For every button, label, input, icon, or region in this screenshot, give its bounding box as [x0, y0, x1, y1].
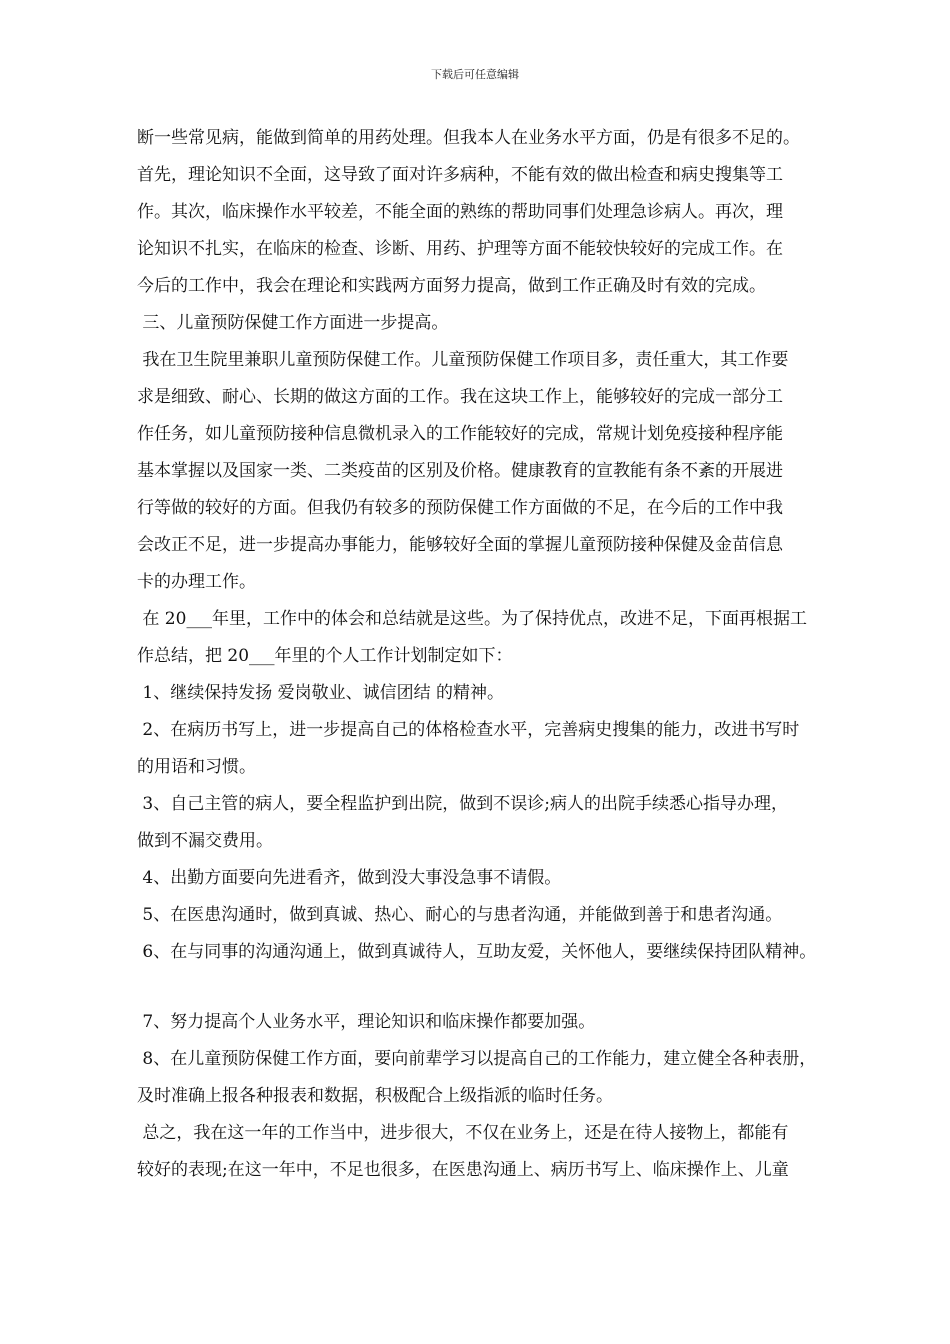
text-line: 卡的办理工作。 — [137, 572, 256, 592]
blank-line — [137, 971, 897, 1004]
text-line: 今后的工作中，我会在理论和实践两方面努力提高，做到工作正确及时有效的完成。 — [137, 276, 766, 296]
document-body — [137, 120, 897, 1189]
text-line: 做到不漏交费用。 — [137, 831, 273, 851]
text-line: 首先，理论知识不全面，这导致了面对许多病种，不能有效的做出检查和病史搜集等工 — [137, 165, 783, 185]
text-line: 基本掌握以及国家一类、二类疫苗的区别及价格。健康教育的宣教能有条不紊的开展进 — [137, 461, 783, 481]
list-item: 8、在儿童预防保健工作方面，要向前辈学习以提高自己的工作能力，建立健全各种表册， — [137, 1049, 817, 1069]
list-item: 1、继续保持发扬 爱岗敬业、诚信团结 的精神。 — [137, 683, 505, 703]
text-line: 我在卫生院里兼职儿童预防保健工作。儿童预防保健工作项目多，责任重大，其工作要 — [137, 350, 789, 370]
text-line: 的用语和习惯。 — [137, 757, 256, 777]
list-item: 3、自己主管的病人，要全程监护到出院，做到不误诊;病人的出院手续悉心指导办理， — [137, 794, 788, 814]
list-item: 5、在医患沟通时，做到真诚、热心、耐心的与患者沟通，并能做到善于和患者沟通。 — [137, 905, 783, 925]
page-header: 下载后可任意编辑 — [431, 68, 519, 81]
list-item: 4、出勤方面要向先进看齐，做到没大事没急事不请假。 — [137, 868, 562, 888]
text-line: 断一些常见病，能做到简单的用药处理。但我本人在业务水平方面，仍是有很多不足的。 — [137, 128, 800, 148]
section-heading: 三、儿童预防保健工作方面进一步提高。 — [137, 313, 449, 333]
text-line: 论知识不扎实，在临床的检查、诊断、用药、护理等方面不能较快较好的完成工作。在 — [137, 239, 783, 259]
text-line: 作。其次，临床操作水平较差，不能全面的熟练的帮助同事们处理急诊病人。再次，理 — [137, 202, 783, 222]
text-line: 作总结，把 20___年里的个人工作计划制定如下： — [137, 646, 513, 666]
text-line: 作任务，如儿童预防接种信息微机录入的工作能较好的完成，常规计划免疫接种程序能 — [137, 424, 783, 444]
text-line: 求是细致、耐心、长期的做这方面的工作。我在这块工作上，能够较好的完成一部分工 — [137, 387, 783, 407]
text-line: 会改正不足，进一步提高办事能力，能够较好全面的掌握儿童预防接种保健及金苗信息 — [137, 535, 783, 555]
text-line: 总之，我在这一年的工作当中，进步很大，不仅在业务上，还是在待人接物上，都能有 — [137, 1123, 789, 1143]
text-line: 及时准确上报各种报表和数据，积极配合上级指派的临时任务。 — [137, 1086, 613, 1106]
list-item: 6、在与同事的沟通沟通上，做到真诚待人，互助友爱，关怀他人，要继续保持团队精神。 — [137, 942, 817, 962]
text-line: 在 20___年里，工作中的体会和总结就是这些。为了保持优点，改进不足，下面再根据工 — [137, 609, 807, 629]
list-item: 7、努力提高个人业务水平，理论知识和临床操作都要加强。 — [137, 1012, 596, 1032]
text-line: 较好的表现;在这一年中，不足也很多，在医患沟通上、病历书写上、临床操作上、儿童 — [137, 1160, 789, 1180]
list-item: 2、在病历书写上，进一步提高自己的体格检查水平，完善病史搜集的能力，改进书写时 — [137, 720, 800, 740]
text-line: 行等做的较好的方面。但我仍有较多的预防保健工作方面做的不足，在今后的工作中我 — [137, 498, 783, 518]
